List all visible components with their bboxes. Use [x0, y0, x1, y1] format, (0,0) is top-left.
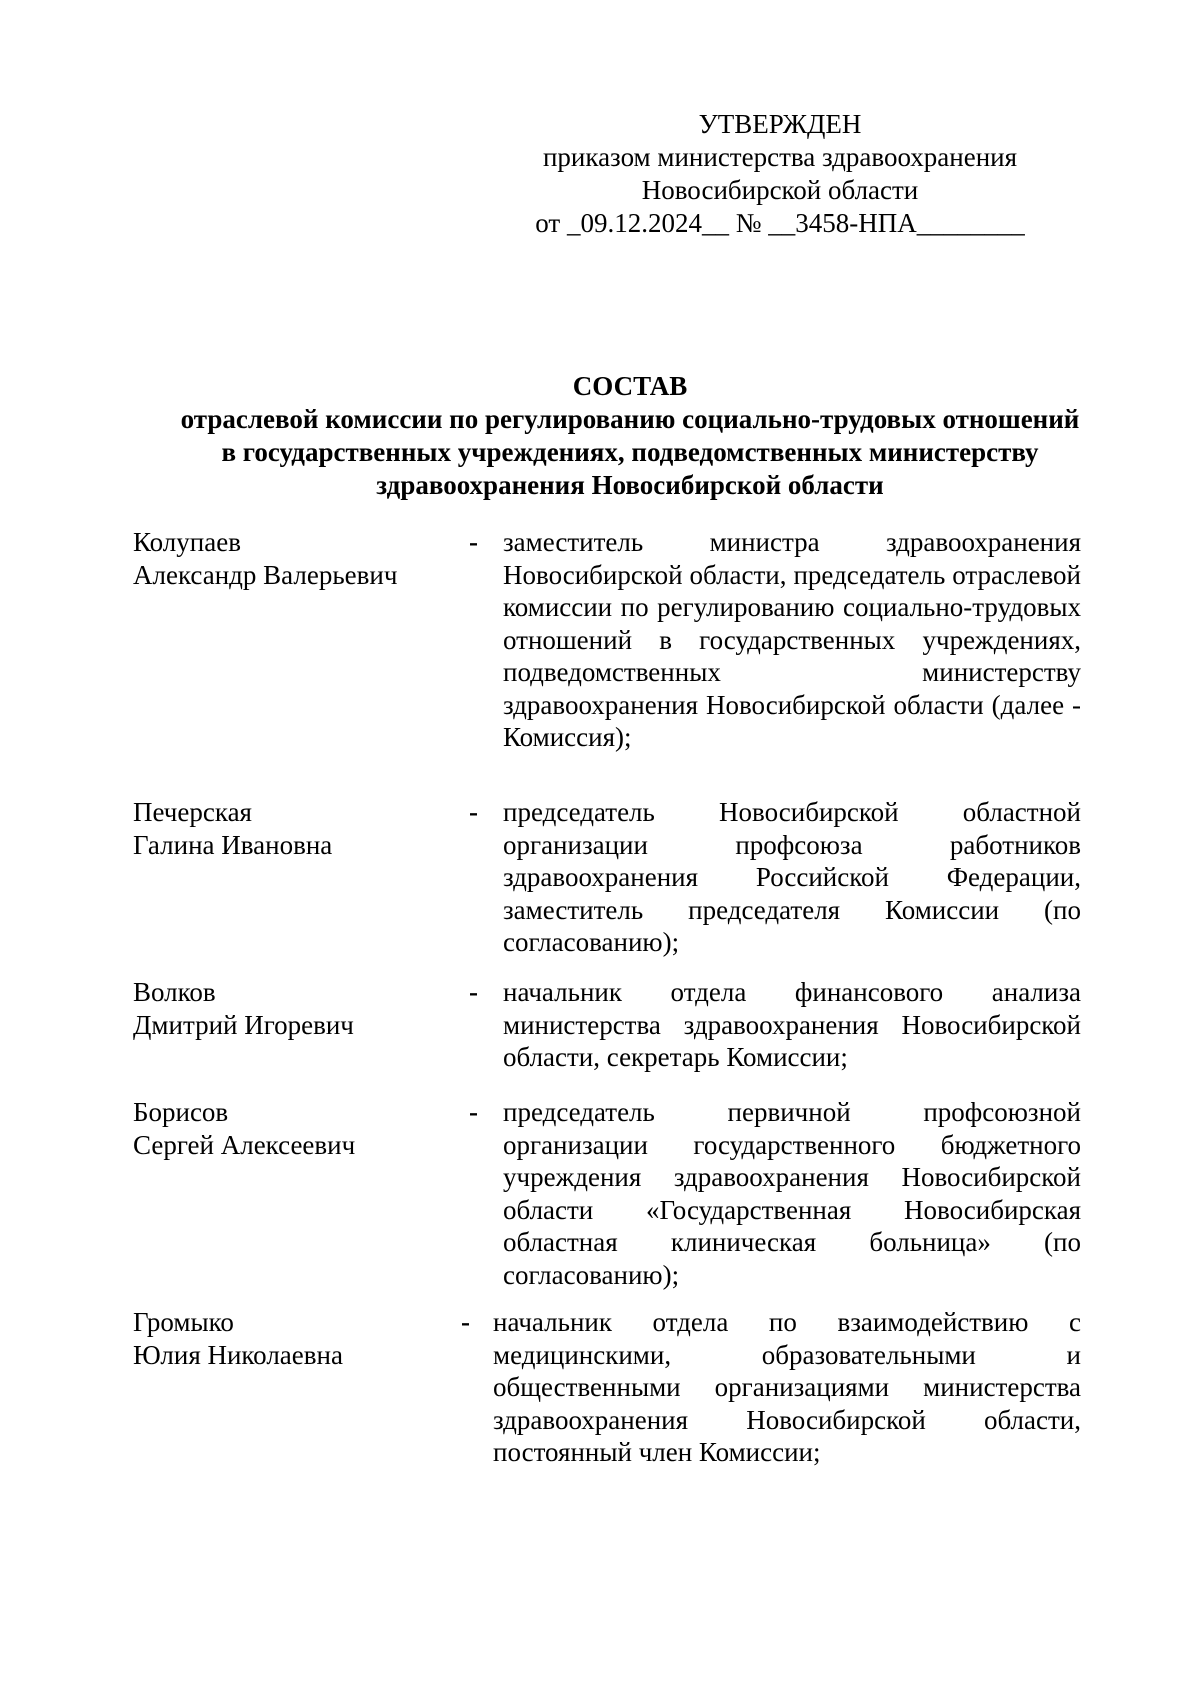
member-dash: -: [469, 527, 478, 557]
member-dash: -: [469, 977, 478, 1007]
member-given-names: Дмитрий Игоревич: [133, 1009, 354, 1040]
member-given-names: Юлия Николаевна: [133, 1339, 343, 1370]
title-heading: СОСТАВ: [572, 371, 688, 401]
member-surname: Колупаев: [133, 527, 241, 557]
member-surname: Печерская: [133, 797, 252, 827]
approval-block: [480, 108, 1080, 240]
member-role: председатель Новосибирской областной организации профсоюза работников здравоохранения Российской Федерации, заместитель председателя Комиссии (по согласованию);: [503, 797, 1081, 957]
title-line-3: здравоохранения Новосибирской области: [376, 470, 884, 500]
approval-date-number: от _09.12.2024__ № __3458-НПА________: [535, 208, 1025, 238]
member-role: заместитель министра здравоохранения Новосибирской области, председатель отраслевой комиссии по регулированию социально-трудовых отношений в государственных учреждениях, подведомственных министерству здравоохранения Новосибирской области (далее - Комиссия);: [503, 527, 1081, 752]
member-dash: -: [469, 797, 478, 827]
member-role: председатель первичной профсоюзной организации государственного бюджетного учреждения здравоохранения Новосибирской области «Государственная Новосибирская областная клиническая больница» (по согласованию);: [503, 1097, 1081, 1290]
approval-order-line: приказом министерства здравоохранения: [542, 142, 1018, 172]
member-surname: Борисов: [133, 1097, 229, 1127]
title-line-2: в государственных учреждениях, подведомственных министерству: [221, 437, 1039, 467]
member-name: [133, 1096, 453, 1161]
member-name: [133, 526, 453, 591]
member-role: начальник отдела по взаимодействию с медицинскими, образовательными и общественными организациями министерства здравоохранения Новосибирской области, постоянный член Комиссии;: [493, 1307, 1081, 1467]
member-name: [133, 796, 453, 861]
member-given-names: Галина Ивановна: [133, 829, 333, 860]
approval-heading: УТВЕРЖДЕН: [698, 109, 862, 139]
member-surname: Волков: [133, 977, 216, 1007]
member-given-names: Сергей Алексеевич: [133, 1129, 356, 1160]
member-dash: -: [461, 1307, 470, 1337]
member-name: [133, 1306, 453, 1371]
document-title: [130, 370, 1130, 502]
member-role: начальник отдела финансового анализа министерства здравоохранения Новосибирской области, секретарь Комиссии;: [503, 977, 1081, 1072]
title-line-1: отраслевой комиссии по регулированию социально-трудовых отношений: [180, 404, 1080, 434]
approval-region-line: Новосибирской области: [641, 175, 919, 205]
member-given-names: Александр Валерьевич: [133, 559, 398, 590]
member-dash: -: [469, 1097, 478, 1127]
member-name: [133, 976, 453, 1041]
member-surname: Громыко: [133, 1307, 234, 1337]
